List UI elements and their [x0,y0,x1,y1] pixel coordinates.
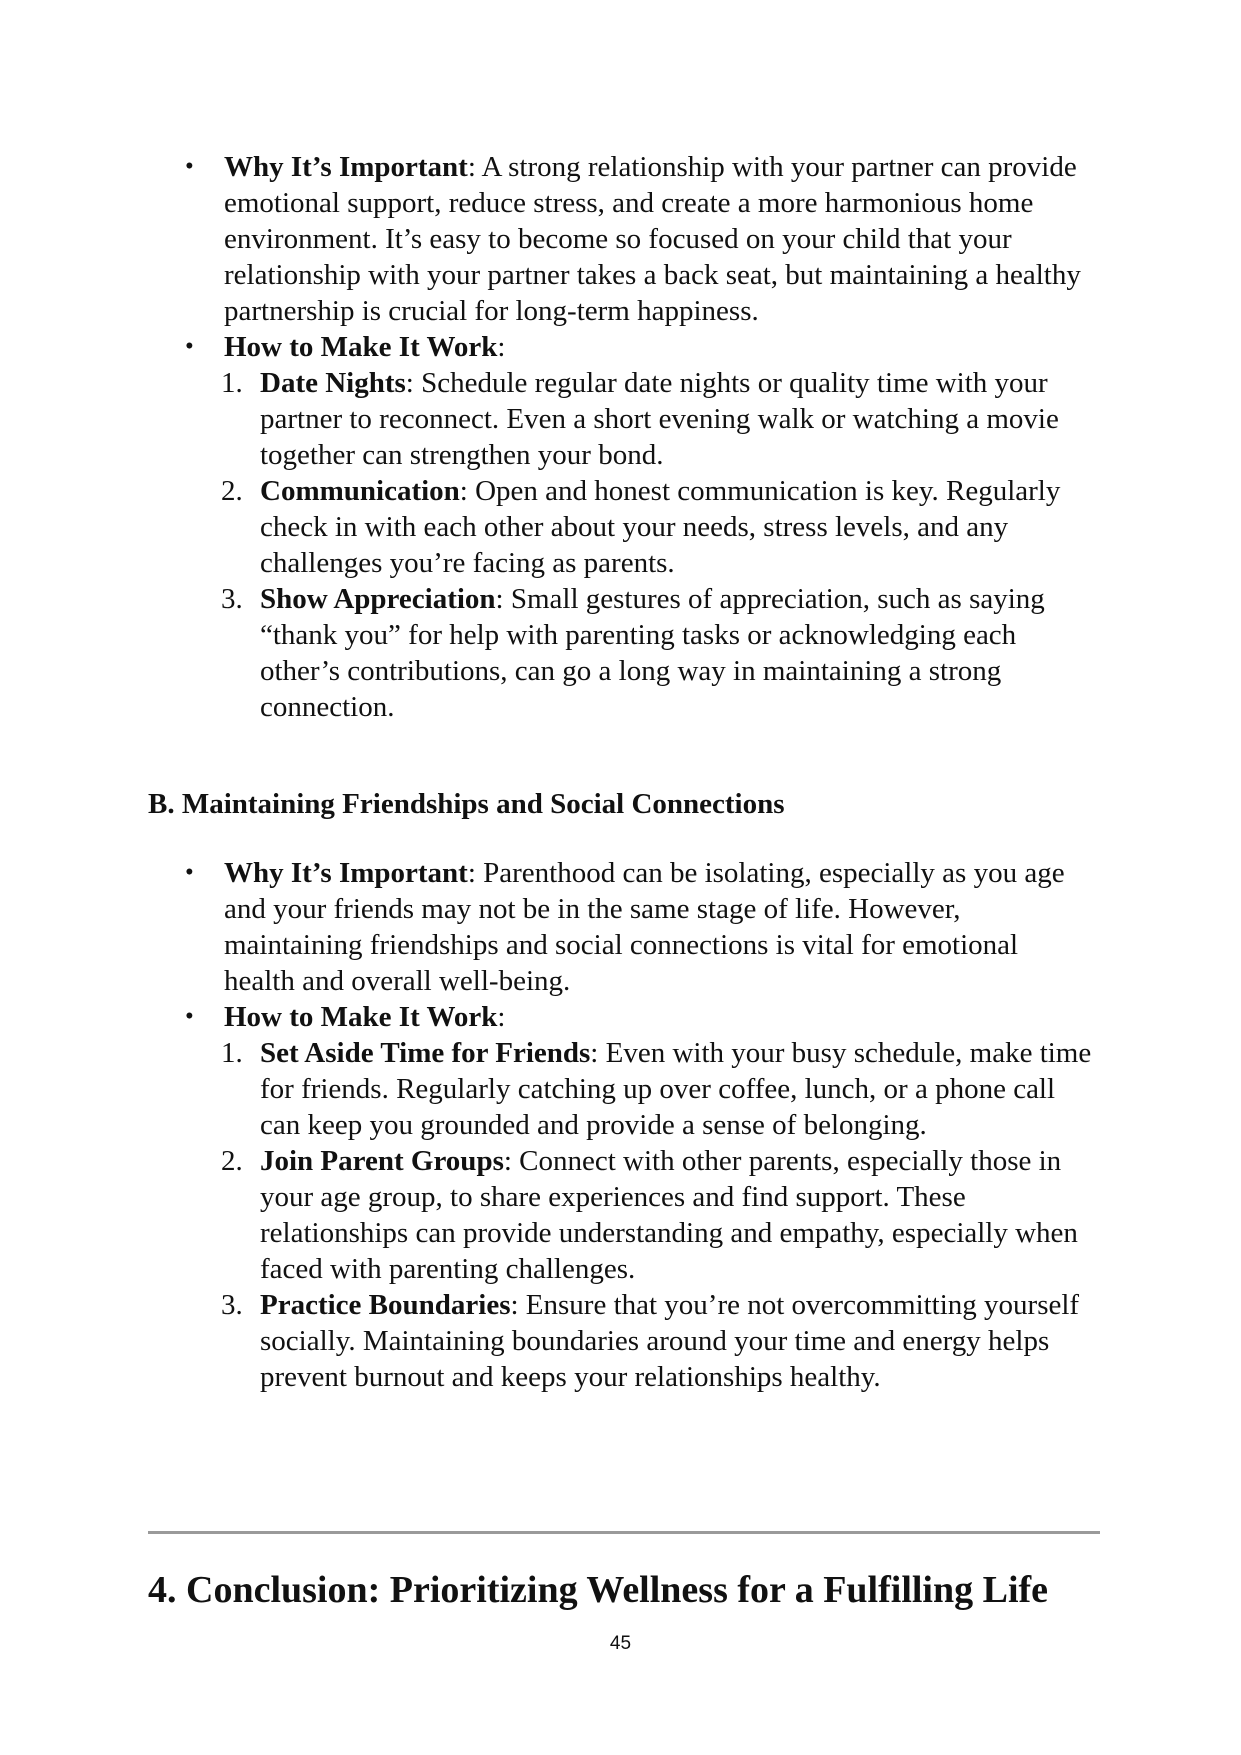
step-number: 2. [221,1145,243,1177]
section-a-why-item [185,149,1095,329]
step-item [185,1287,1095,1395]
step-text: : Connect with other parents, especially those in your age group, to share experiences and find support. These relationships can provide understanding and empathy, especially when faced with parenting challenges. [260,1145,1078,1285]
horizontal-divider [148,1531,1100,1534]
chapter-heading: 4. Conclusion: Prioritizing Wellness for a Fulfilling Life [148,1569,1049,1611]
section-b-how-item [185,999,1095,1395]
how-label: How to Make It Work [224,1001,498,1033]
section-a-how-item [185,329,1095,725]
bullet-icon: • [185,859,194,886]
why-text: : Parenthood can be isolating, especially as you age and your friends may not be in the same stage of life. However, maintaining friendships and social connections is vital for emotional health and overall well-being. [224,857,1065,997]
section-b-why-item [185,855,1095,999]
step-text: : Ensure that you’re not overcommitting yourself socially. Maintaining boundaries around your time and energy helps prevent burnout and keeps your relationships healthy. [260,1289,1080,1393]
section-a-steps [185,365,1095,725]
step-number: 3. [221,1289,243,1321]
step-label: Practice Boundaries [260,1289,511,1321]
step-text: : Small gestures of appreciation, such as saying “thank you” for help with parenting tasks or acknowledging each other’s contributions, can go a long way in maintaining a strong connection. [260,583,1045,723]
how-colon: : [497,1001,506,1033]
section-b-bullet-list [185,855,1095,1395]
step-text: : Schedule regular date nights or quality time with your partner to reconnect. Even a short evening walk or watching a movie together can strengthen your bond. [260,367,1059,471]
why-label: Why It’s Important [224,151,468,183]
step-number: 1. [221,1037,243,1069]
step-number: 1. [221,367,243,399]
step-number: 3. [221,583,243,615]
step-item [185,1035,1095,1143]
why-label: Why It’s Important [224,857,468,889]
how-label: How to Make It Work [224,331,498,363]
step-text: : Even with your busy schedule, make time for friends. Regularly catching up over coffee, lunch, or a phone call can keep you grounded and provide a sense of belonging. [260,1037,1092,1141]
step-item [185,1143,1095,1287]
step-number: 2. [221,475,243,507]
bullet-icon: • [185,333,194,360]
step-item [185,473,1095,581]
step-text: : Open and honest communication is key. Regularly check in with each other about your needs, stress levels, and any challenges you’re facing as parents. [260,475,1061,579]
section-a-bullet-list [185,149,1095,725]
page-number: 45 [609,1633,632,1654]
step-label: Show Appreciation [260,583,496,615]
why-text: : A strong relationship with your partner can provide emotional support, reduce stress, and create a more harmonious home environment. It’s easy to become so focused on your child that your relationship with your partner takes a back seat, but maintaining a healthy partnership is crucial for long-term happiness. [224,151,1081,327]
step-item [185,581,1095,725]
bullet-icon: • [185,1003,194,1030]
step-item [185,365,1095,473]
section-b-heading: B. Maintaining Friendships and Social Connections [148,788,785,820]
step-label: Set Aside Time for Friends [260,1037,591,1069]
step-label: Date Nights [260,367,406,399]
section-b-steps [185,1035,1095,1395]
how-colon: : [497,331,506,363]
step-label: Join Parent Groups [260,1145,504,1177]
step-label: Communication [260,475,460,507]
bullet-icon: • [185,153,194,180]
